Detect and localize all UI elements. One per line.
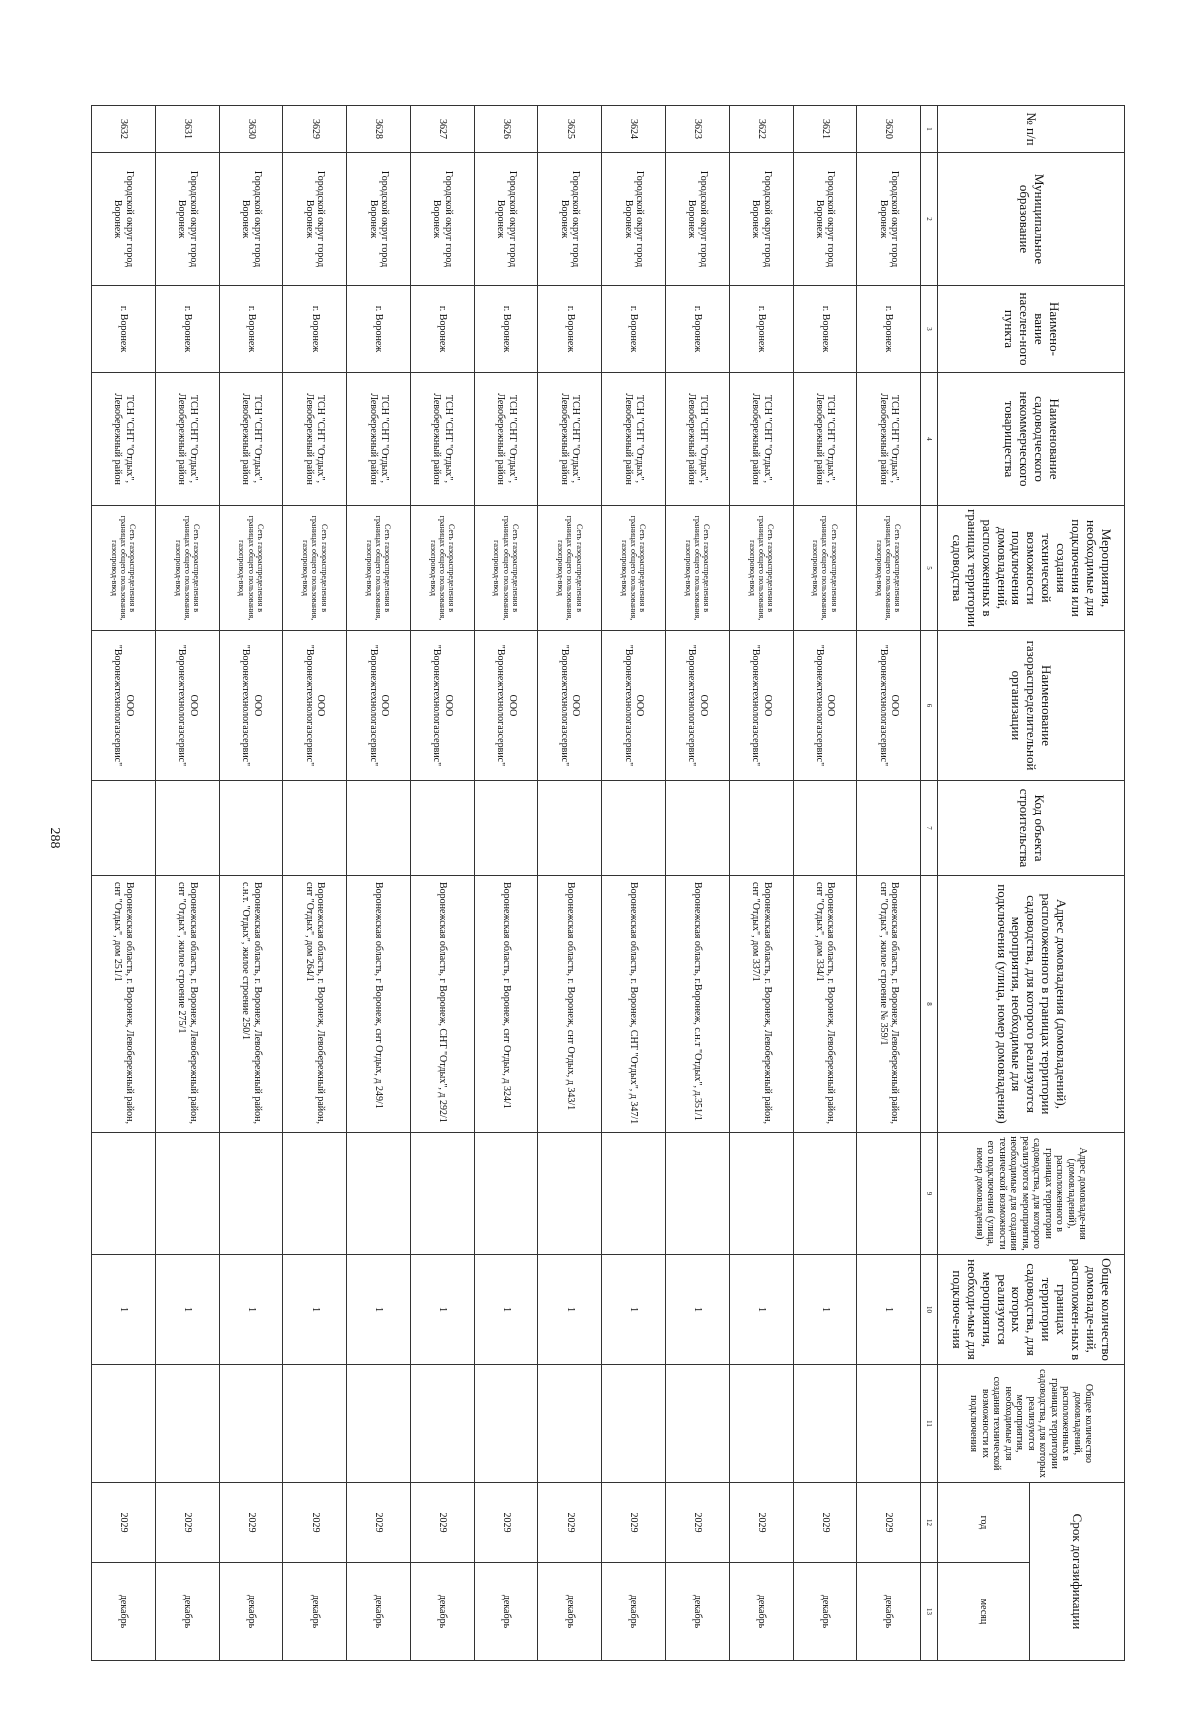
cell-n: 3625 <box>538 106 602 153</box>
cell-address: Воронежская область, г Воронеж, СНТ "Отдых", д 292/1 <box>410 876 474 1133</box>
cell-year: 2029 <box>155 1483 219 1563</box>
cell-address: Воронежская область, г. Воронеж, Левобережный район, снт "Отдых", жилое строение 275/1 <box>155 876 219 1133</box>
cell-count: 1 <box>92 1255 156 1365</box>
cell-month: декабрь <box>538 1563 602 1661</box>
cell-code <box>219 781 283 876</box>
header-month: месяц <box>937 1563 1029 1661</box>
cell-municipality: Городской округ город Воронеж <box>155 153 219 286</box>
cell-address-tech <box>410 1133 474 1255</box>
cell-municipality: Городской округ город Воронеж <box>283 153 347 286</box>
header-address: Адрес домовладения (домовладений), расположенного в границах территории садоводства, для которого реализуются мероприятия, необходимые для подключения (улица, номер домовладения) <box>937 876 1124 1133</box>
cell-address: Воронежская область, г Воронеж, снт Отдых, д 324/1 <box>474 876 538 1133</box>
cell-month: декабрь <box>793 1563 857 1661</box>
table-row <box>219 106 283 1661</box>
table-row <box>283 106 347 1661</box>
column-number: 2 <box>921 153 938 286</box>
column-number: 9 <box>921 1133 938 1255</box>
cell-gdo: ООО "Воронежтехнологазсервис" <box>283 631 347 781</box>
cell-settlement: г. Воронеж <box>857 286 921 373</box>
cell-code <box>538 781 602 876</box>
cell-code <box>92 781 156 876</box>
cell-address-tech <box>219 1133 283 1255</box>
table-row <box>474 106 538 1661</box>
cell-year: 2029 <box>793 1483 857 1563</box>
header-n: № п/п <box>937 106 1124 153</box>
cell-gdo: ООО "Воронежтехнологазсервис" <box>538 631 602 781</box>
column-number: 5 <box>921 506 938 631</box>
cell-settlement: г. Воронеж <box>219 286 283 373</box>
cell-measures: Сеть газораспределения в границах общего пользования, газопровод-ввод <box>283 506 347 631</box>
cell-count-tech <box>729 1365 793 1483</box>
column-number: 13 <box>921 1563 938 1661</box>
cell-municipality: Городской округ город Воронеж <box>665 153 729 286</box>
cell-measures: Сеть газораспределения в границах общего пользования, газопровод-ввод <box>602 506 666 631</box>
cell-measures: Сеть газораспределения в границах общего пользования, газопровод-ввод <box>538 506 602 631</box>
cell-month: декабрь <box>347 1563 411 1661</box>
cell-gdo: ООО "Воронежтехнологазсервис" <box>602 631 666 781</box>
cell-municipality: Городской округ город Воронеж <box>92 153 156 286</box>
cell-gdo: ООО "Воронежтехнологазсервис" <box>729 631 793 781</box>
table-row <box>793 106 857 1661</box>
cell-count: 1 <box>347 1255 411 1365</box>
cell-month: декабрь <box>283 1563 347 1661</box>
cell-count-tech <box>219 1365 283 1483</box>
cell-code <box>410 781 474 876</box>
cell-address-tech <box>155 1133 219 1255</box>
cell-settlement: г. Воронеж <box>729 286 793 373</box>
column-number: 6 <box>921 631 938 781</box>
header-year: год <box>937 1483 1029 1563</box>
header-address-tech: Адрес домовладе-ния (домовладений), расположенного в границах территории садоводства, для которого реализуются мероприятия, необходимые для создания технической возможности его подключения (улица, номер домовладения) <box>937 1133 1124 1255</box>
cell-partnership: ТСН "СНТ "Отдых", Левобережный район <box>665 373 729 506</box>
cell-code <box>474 781 538 876</box>
cell-municipality: Городской округ город Воронеж <box>602 153 666 286</box>
cell-year: 2029 <box>283 1483 347 1563</box>
cell-municipality: Городской округ город Воронеж <box>857 153 921 286</box>
cell-address-tech <box>283 1133 347 1255</box>
column-number: 12 <box>921 1483 938 1563</box>
cell-count: 1 <box>602 1255 666 1365</box>
cell-partnership: ТСН "СНТ "Отдых", Левобережный район <box>155 373 219 506</box>
cell-settlement: г. Воронеж <box>92 286 156 373</box>
gasification-table <box>91 105 1125 1661</box>
cell-count: 1 <box>283 1255 347 1365</box>
cell-settlement: г. Воронеж <box>793 286 857 373</box>
cell-address-tech <box>538 1133 602 1255</box>
cell-partnership: ТСН "СНТ "Отдых", Левобережный район <box>857 373 921 506</box>
cell-count: 1 <box>219 1255 283 1365</box>
cell-measures: Сеть газораспределения в границах общего пользования, газопровод-ввод <box>155 506 219 631</box>
cell-n: 3630 <box>219 106 283 153</box>
table-row <box>538 106 602 1661</box>
cell-n: 3620 <box>857 106 921 153</box>
cell-gdo: ООО "Воронежтехнологазсервис" <box>219 631 283 781</box>
cell-measures: Сеть газораспределения в границах общего пользования, газопровод-ввод <box>474 506 538 631</box>
table-row <box>347 106 411 1661</box>
cell-month: декабрь <box>729 1563 793 1661</box>
cell-year: 2029 <box>347 1483 411 1563</box>
cell-count: 1 <box>665 1255 729 1365</box>
cell-n: 3624 <box>602 106 666 153</box>
cell-measures: Сеть газораспределения в границах общего пользования, газопровод-ввод <box>347 506 411 631</box>
cell-address: Воронежская область, г. Воронеж, Левобережный район, с.н.т. "Отдых", жилое строение 250/1 <box>219 876 283 1133</box>
cell-month: декабрь <box>474 1563 538 1661</box>
cell-measures: Сеть газораспределения в границах общего пользования, газопровод-ввод <box>665 506 729 631</box>
cell-code <box>347 781 411 876</box>
cell-partnership: ТСН "СНТ "Отдых", Левобережный район <box>602 373 666 506</box>
cell-gdo: ООО "Воронежтехнологазсервис" <box>155 631 219 781</box>
cell-count: 1 <box>793 1255 857 1365</box>
cell-year: 2029 <box>538 1483 602 1563</box>
cell-address: Воронежская область, г Воронеж, снт Отдых, д 249/1 <box>347 876 411 1133</box>
cell-measures: Сеть газораспределения в границах общего пользования, газопровод-ввод <box>793 506 857 631</box>
column-number: 1 <box>921 106 938 153</box>
cell-code <box>665 781 729 876</box>
cell-year: 2029 <box>602 1483 666 1563</box>
cell-count: 1 <box>410 1255 474 1365</box>
cell-address-tech <box>602 1133 666 1255</box>
cell-count: 1 <box>538 1255 602 1365</box>
cell-municipality: Городской округ город Воронеж <box>729 153 793 286</box>
cell-address-tech <box>857 1133 921 1255</box>
cell-municipality: Городской округ город Воронеж <box>219 153 283 286</box>
table-row <box>602 106 666 1661</box>
header-municipality: Муниципальное образование <box>937 153 1124 286</box>
header-term: Срок догазификации <box>1029 1483 1124 1661</box>
column-number: 11 <box>921 1365 938 1483</box>
table-row <box>410 106 474 1661</box>
cell-year: 2029 <box>410 1483 474 1563</box>
cell-settlement: г. Воронеж <box>410 286 474 373</box>
column-number: 8 <box>921 876 938 1133</box>
cell-month: декабрь <box>602 1563 666 1661</box>
header-gdo: Наименование газораспределительной организации <box>937 631 1124 781</box>
cell-address: Воронежская область, г. Воронеж, снт Отдых, д 343/1 <box>538 876 602 1133</box>
column-number: 10 <box>921 1255 938 1365</box>
table-row <box>729 106 793 1661</box>
cell-n: 3622 <box>729 106 793 153</box>
cell-gdo: ООО "Воронежтехнологазсервис" <box>793 631 857 781</box>
cell-partnership: ТСН "СНТ "Отдых", Левобережный район <box>474 373 538 506</box>
cell-municipality: Городской округ город Воронеж <box>474 153 538 286</box>
cell-partnership: ТСН "СНТ "Отдых", Левобережный район <box>219 373 283 506</box>
cell-month: декабрь <box>410 1563 474 1661</box>
cell-measures: Сеть газораспределения в границах общего пользования, газопровод-ввод <box>219 506 283 631</box>
header-count-tech: Общее количество домовладений, расположенных в границах территории садоводства, для которых реализуются мероприятия, необходимые для создания технической возможности их подключения <box>937 1365 1124 1483</box>
cell-n: 3631 <box>155 106 219 153</box>
table-row <box>857 106 921 1661</box>
cell-municipality: Городской округ город Воронеж <box>793 153 857 286</box>
cell-partnership: ТСН "СНТ "Отдых", Левобережный район <box>410 373 474 506</box>
cell-count-tech <box>92 1365 156 1483</box>
cell-settlement: г. Воронеж <box>347 286 411 373</box>
cell-gdo: ООО "Воронежтехнологазсервис" <box>92 631 156 781</box>
cell-settlement: г. Воронеж <box>538 286 602 373</box>
cell-address-tech <box>665 1133 729 1255</box>
cell-year: 2029 <box>474 1483 538 1563</box>
cell-municipality: Городской округ город Воронеж <box>410 153 474 286</box>
cell-settlement: г. Воронеж <box>474 286 538 373</box>
cell-settlement: г. Воронеж <box>155 286 219 373</box>
cell-partnership: ТСН "СНТ "Отдых", Левобережный район <box>92 373 156 506</box>
header-partnership: Наименование садоводческого некоммерческого товарищества <box>937 373 1124 506</box>
cell-count: 1 <box>474 1255 538 1365</box>
column-number: 3 <box>921 286 938 373</box>
cell-municipality: Городской округ город Воронеж <box>538 153 602 286</box>
cell-year: 2029 <box>92 1483 156 1563</box>
cell-partnership: ТСН "СНТ "Отдых", Левобережный район <box>793 373 857 506</box>
cell-address: Воронежская область, г. Воронеж, Левобережный район, снт "Отдых", дом 251/1 <box>92 876 156 1133</box>
cell-address: Воронежская область, г.Воронеж, с.н.т "Отдых", д.351/1 <box>665 876 729 1133</box>
cell-code <box>793 781 857 876</box>
cell-measures: Сеть газораспределения в границах общего пользования, газопровод-ввод <box>729 506 793 631</box>
cell-count-tech <box>665 1365 729 1483</box>
cell-settlement: г. Воронеж <box>665 286 729 373</box>
cell-month: декабрь <box>219 1563 283 1661</box>
cell-count-tech <box>410 1365 474 1483</box>
cell-partnership: ТСН "СНТ "Отдых", Левобережный район <box>538 373 602 506</box>
header-measures: Мероприятия, необходимые для подключения или создания технической возможности подключения домовладений, расположенных в границах территории садоводства <box>937 506 1124 631</box>
cell-year: 2029 <box>219 1483 283 1563</box>
cell-gdo: ООО "Воронежтехнологазсервис" <box>474 631 538 781</box>
cell-count-tech <box>793 1365 857 1483</box>
cell-measures: Сеть газораспределения в границах общего пользования, газопровод-ввод <box>857 506 921 631</box>
cell-measures: Сеть газораспределения в границах общего пользования, газопровод-ввод <box>92 506 156 631</box>
cell-address: Воронежская область, г. Воронеж, Левобережный район, снт "Отдых", жилое строение № 359/1 <box>857 876 921 1133</box>
cell-count-tech <box>283 1365 347 1483</box>
cell-n: 3621 <box>793 106 857 153</box>
cell-code <box>283 781 347 876</box>
cell-address: Воронежская область, г. Воронеж, СНТ "Отдых", д 347/1 <box>602 876 666 1133</box>
table-row <box>92 106 156 1661</box>
cell-count: 1 <box>729 1255 793 1365</box>
cell-count-tech <box>538 1365 602 1483</box>
cell-n: 3626 <box>474 106 538 153</box>
cell-n: 3629 <box>283 106 347 153</box>
cell-year: 2029 <box>665 1483 729 1563</box>
cell-code <box>155 781 219 876</box>
column-numbers-row <box>921 106 938 1661</box>
cell-year: 2029 <box>729 1483 793 1563</box>
cell-settlement: г. Воронеж <box>283 286 347 373</box>
cell-address-tech <box>793 1133 857 1255</box>
cell-n: 3623 <box>665 106 729 153</box>
column-number: 4 <box>921 373 938 506</box>
cell-month: декабрь <box>857 1563 921 1661</box>
cell-n: 3632 <box>92 106 156 153</box>
cell-count-tech <box>347 1365 411 1483</box>
cell-month: декабрь <box>155 1563 219 1661</box>
header-count-connect: Общее количество домовладе-ний, расположен-ных в границах территории садоводства, для которых реализуются мероприятия, необходи-мые для подключе-ния <box>937 1255 1124 1365</box>
cell-n: 3627 <box>410 106 474 153</box>
cell-measures: Сеть газораспределения в границах общего пользования, газопровод-ввод <box>410 506 474 631</box>
cell-partnership: ТСН "СНТ "Отдых", Левобережный район <box>729 373 793 506</box>
cell-gdo: ООО "Воронежтехнологазсервис" <box>857 631 921 781</box>
table-rotator <box>91 105 1125 1660</box>
cell-partnership: ТСН "СНТ "Отдых", Левобережный район <box>347 373 411 506</box>
page-number: 288 <box>47 827 62 849</box>
header-code: Код объекта строительства <box>937 781 1124 876</box>
cell-address-tech <box>474 1133 538 1255</box>
cell-year: 2029 <box>857 1483 921 1563</box>
cell-month: декабрь <box>92 1563 156 1661</box>
cell-code <box>729 781 793 876</box>
cell-settlement: г. Воронеж <box>602 286 666 373</box>
cell-municipality: Городской округ город Воронеж <box>347 153 411 286</box>
cell-count-tech <box>474 1365 538 1483</box>
cell-month: декабрь <box>665 1563 729 1661</box>
cell-address: Воронежская область, г. Воронеж, Левобережный район, снт "Отдых", дом 264/1 <box>283 876 347 1133</box>
cell-partnership: ТСН "СНТ "Отдых", Левобережный район <box>283 373 347 506</box>
column-number: 7 <box>921 781 938 876</box>
cell-code <box>857 781 921 876</box>
table-row <box>155 106 219 1661</box>
cell-count-tech <box>155 1365 219 1483</box>
cell-count: 1 <box>155 1255 219 1365</box>
cell-gdo: ООО "Воронежтехнологазсервис" <box>347 631 411 781</box>
cell-address-tech <box>347 1133 411 1255</box>
cell-count: 1 <box>857 1255 921 1365</box>
cell-code <box>602 781 666 876</box>
cell-gdo: ООО "Воронежтехнологазсервис" <box>665 631 729 781</box>
cell-count-tech <box>602 1365 666 1483</box>
cell-address: Воронежская область, г. Воронеж, Левобережный район, снт "Отдых", дом 334/1 <box>793 876 857 1133</box>
cell-gdo: ООО "Воронежтехнологазсервис" <box>410 631 474 781</box>
cell-address-tech <box>92 1133 156 1255</box>
cell-address-tech <box>729 1133 793 1255</box>
table-row <box>665 106 729 1661</box>
cell-n: 3628 <box>347 106 411 153</box>
cell-count-tech <box>857 1365 921 1483</box>
cell-address: Воронежская область, г. Воронеж, Левобережный район, снт "Отдых", дом 337/1 <box>729 876 793 1133</box>
header-settlement: Наимено-вание населен-ного пункта <box>937 286 1124 373</box>
